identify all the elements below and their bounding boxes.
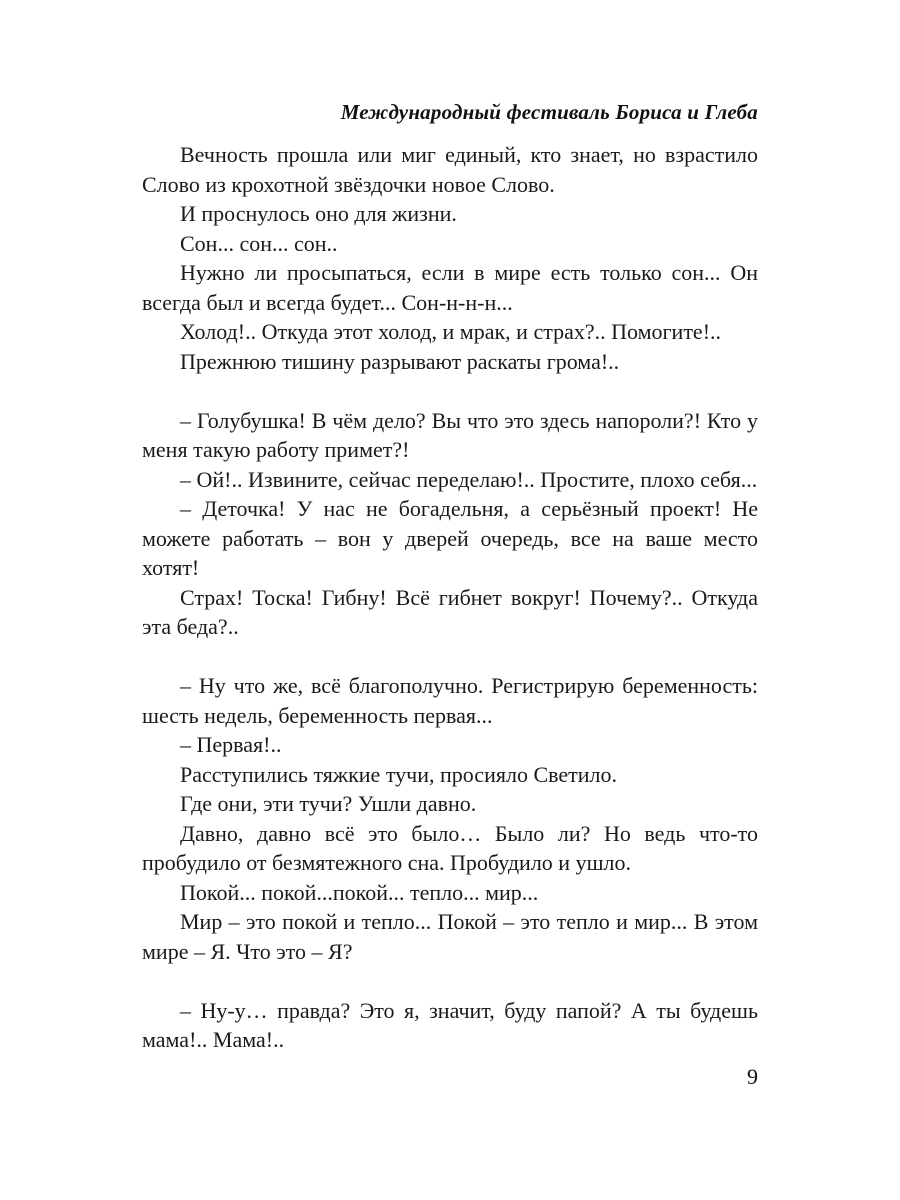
paragraph: – Деточка! У нас не богадельня, а серьёзный проект! Не можете работать – вон у дверей очередь, все на ваше место хотят! (142, 496, 758, 580)
paragraph: И проснулось оно для жизни. (180, 201, 457, 226)
section-gap (142, 376, 758, 406)
page-number: 9 (747, 1064, 758, 1089)
running-title: Международный фестиваль Бориса и Глеба (340, 100, 758, 124)
paragraph: Холод!.. Откуда этот холод, и мрак, и страх?.. Помогите!.. (180, 319, 722, 344)
paragraph: Прежнюю тишину разрывают раскаты грома!.. (180, 348, 620, 374)
paragraph: Где они, эти тучи? Ушли давно. (180, 791, 477, 816)
paragraph: Сон... сон... сон.. (180, 230, 338, 256)
paragraph: Мир – это покой и тепло... Покой – это тепло и мир... В этом мире – Я. Что это – Я? (142, 909, 758, 964)
section-gap (142, 642, 758, 672)
paragraph: Нужно ли просыпаться, если в мире есть только сон... Он всегда был и всегда будет... Сон-н-н-н... (142, 260, 758, 315)
section-gap (142, 966, 758, 996)
paragraph: Давно, давно всё это было… Было ли? Но ведь что-то пробудило от безмятежного сна. Пробудило и ушло. (142, 820, 758, 875)
paragraph: – Ну что же, всё благополучно. Регистрирую беременность: шесть недель, беременность первая... (142, 673, 758, 728)
paragraph: Покой... покой...покой... тепло... мир... (180, 879, 539, 905)
paragraph: – Первая!.. (180, 732, 282, 757)
body-text (142, 140, 758, 1055)
paragraph: – Ой!.. Извините, сейчас переделаю!.. Простите, плохо себя... (180, 466, 758, 492)
paragraph: Страх! Тоска! Гибну! Всё гибнет вокруг! Почему?.. Откуда эта беда?.. (142, 584, 758, 639)
paragraph: – Ну-у… правда? Это я, значит, буду папой? А ты будешь мама!.. Мама!.. (142, 997, 758, 1052)
paragraph: Расступились тяжкие тучи, просияло Светило. (180, 761, 618, 787)
paragraph: – Голубушка! В чём дело? Вы что это здесь напороли?! Кто у меня такую работу примет?! (142, 407, 758, 462)
paragraph: Вечность прошла или миг единый, кто знает, но взрастило Слово из крохотной звёздочки новое Слово. (142, 142, 758, 197)
